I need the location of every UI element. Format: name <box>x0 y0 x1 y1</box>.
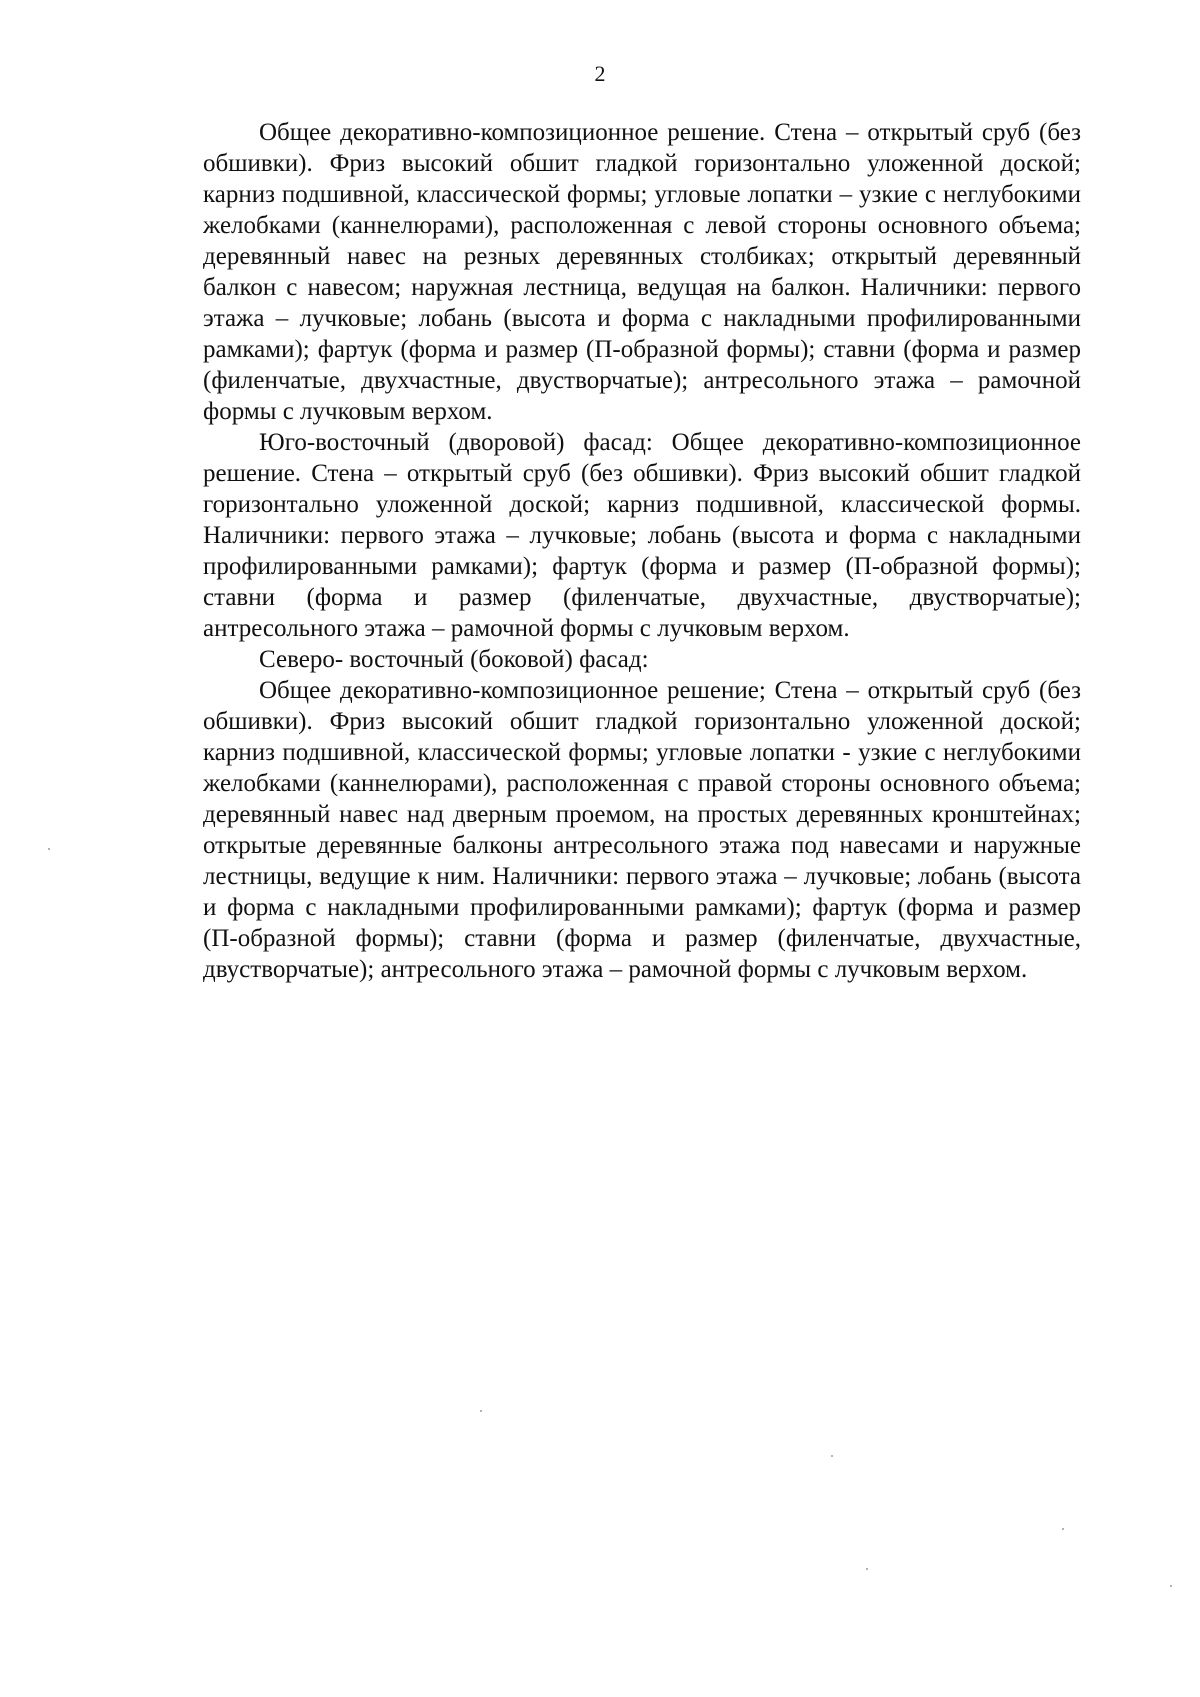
body-text <box>203 117 1081 985</box>
scan-speck <box>48 848 50 850</box>
paragraph-southeast-facade: Юго-восточный (дворовой) фасад: Общее декоративно-композиционное решение. Стена – открытый сруб (без обшивки). Фриз высокий обшит гладкой горизонтально уложенной доской; карниз подшивной, классической формы. Наличники: первого этажа – лучковые; лобань (высота и форма с накладными профилированными рамками); фартук (форма и размер (П-образной формы); ставни (форма и размер (филенчатые, двухчастные, двустворчатые); антресольного этажа – рамочной формы с лучковым верхом. <box>203 429 1081 642</box>
scan-speck <box>480 1410 482 1412</box>
scan-speck <box>831 1455 833 1457</box>
paragraph-main-facade: Общее декоративно-композиционное решение. Стена – открытый сруб (без обшивки). Фриз высокий обшит гладкой горизонтально уложенной доской; карниз подшивной, классической формы; угловые лопатки – узкие с неглубокими желобками (каннелюрами), расположенная с левой стороны основного объема; деревянный навес на резных деревянных столбиках; открытый деревянный балкон с навесом; наружная лестница, ведущая на балкон. Наличники: первого этажа – лучковые; лобань (высота и форма с накладными профилированными рамками); фартук (форма и размер (П-образной формы); ставни (форма и размер (филенчатые, двухчастные, двустворчатые); антресольного этажа – рамочной формы с лучковым верхом. <box>203 119 1081 425</box>
scan-speck <box>866 1568 868 1570</box>
scan-speck <box>1062 1528 1064 1530</box>
paragraph-northeast-facade: Общее декоративно-композиционное решение; Стена – открытый сруб (без обшивки). Фриз высокий обшит гладкой горизонтально уложенной доской; карниз подшивной, классической формы; угловые лопатки - узкие с неглубокими желобками (каннелюрами), расположенная с правой стороны основного объема; деревянный навес над дверным проемом, на простых деревянных кронштейнах; открытые деревянные балконы антресольного этажа под навесами и наружные лестницы, ведущие к ним. Наличники: первого этажа – лучковые; лобань (высота и форма с накладными профилированными рамками); фартук (форма и размер (П-образной формы); ставни (форма и размер (филенчатые, двухчастные, двустворчатые); антресольного этажа – рамочной формы с лучковым верхом. <box>203 677 1081 983</box>
heading-northeast-facade: Северо- восточный (боковой) фасад: <box>259 646 649 673</box>
page-number: 2 <box>594 61 606 86</box>
scan-speck <box>1170 1585 1172 1587</box>
